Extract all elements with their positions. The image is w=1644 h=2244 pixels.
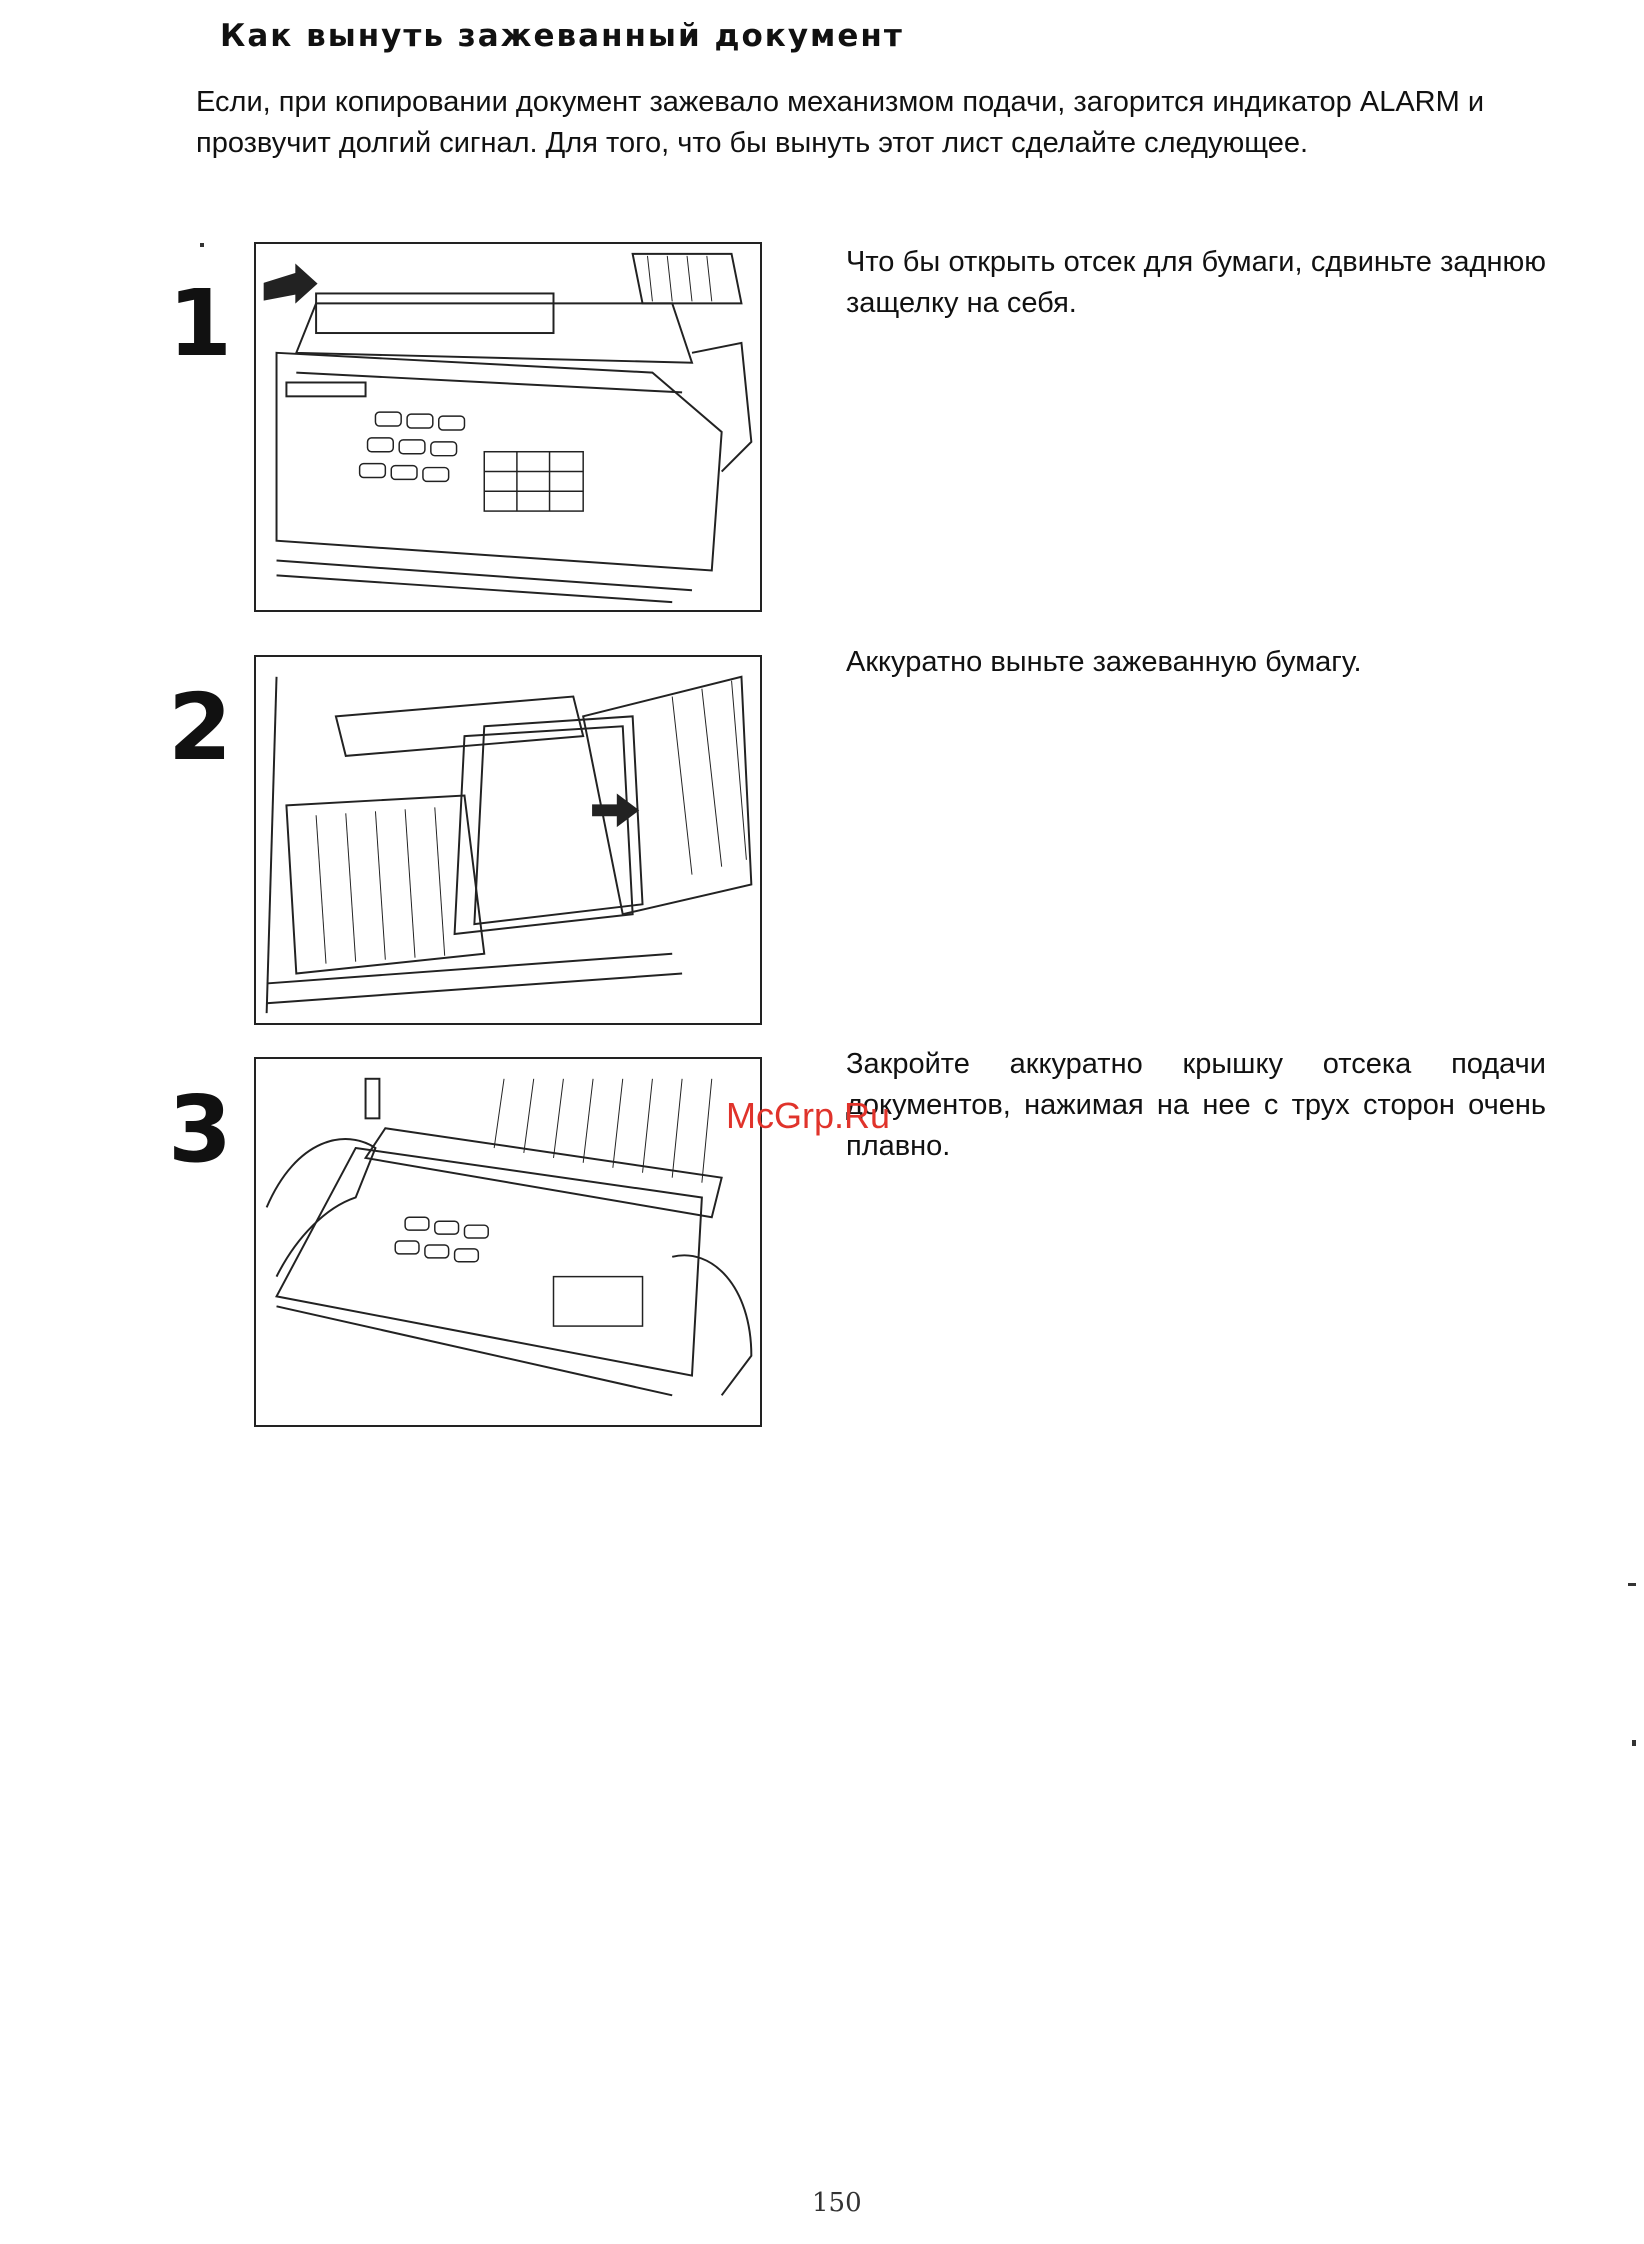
page-number: 150 <box>812 2188 862 2218</box>
step-1-text: Что бы открыть отсек для бумаги, сдвиньте заднюю защелку на себя. <box>846 246 1546 319</box>
page-title: Как вынуть зажеванный документ <box>220 18 904 54</box>
scan-mark <box>1628 1583 1636 1586</box>
step-3-illustration <box>254 1057 762 1427</box>
step-3-text: Закройте аккуратно крышку отсека подачи документов, нажимая на нее с трух сторон очень плавно. <box>846 1048 1546 1162</box>
watermark: McGrp.Ru <box>726 1095 891 1136</box>
scan-dot <box>200 243 204 247</box>
step-1-number: 1 <box>168 270 233 377</box>
intro-paragraph: Если, при копировании документ зажевало механизмом подачи, загорится индикатор ALARM и прозвучит долгий сигнал. Для того, что бы вынуть этот лист сделайте следующее. <box>196 86 1485 159</box>
step-1-illustration <box>254 242 762 612</box>
step-2-number: 2 <box>168 674 233 781</box>
step-3-number: 3 <box>168 1076 233 1183</box>
step-2-illustration <box>254 655 762 1025</box>
step-2-text: Аккуратно выньте зажеванную бумагу. <box>846 646 1362 678</box>
scan-mark <box>1632 1740 1636 1746</box>
